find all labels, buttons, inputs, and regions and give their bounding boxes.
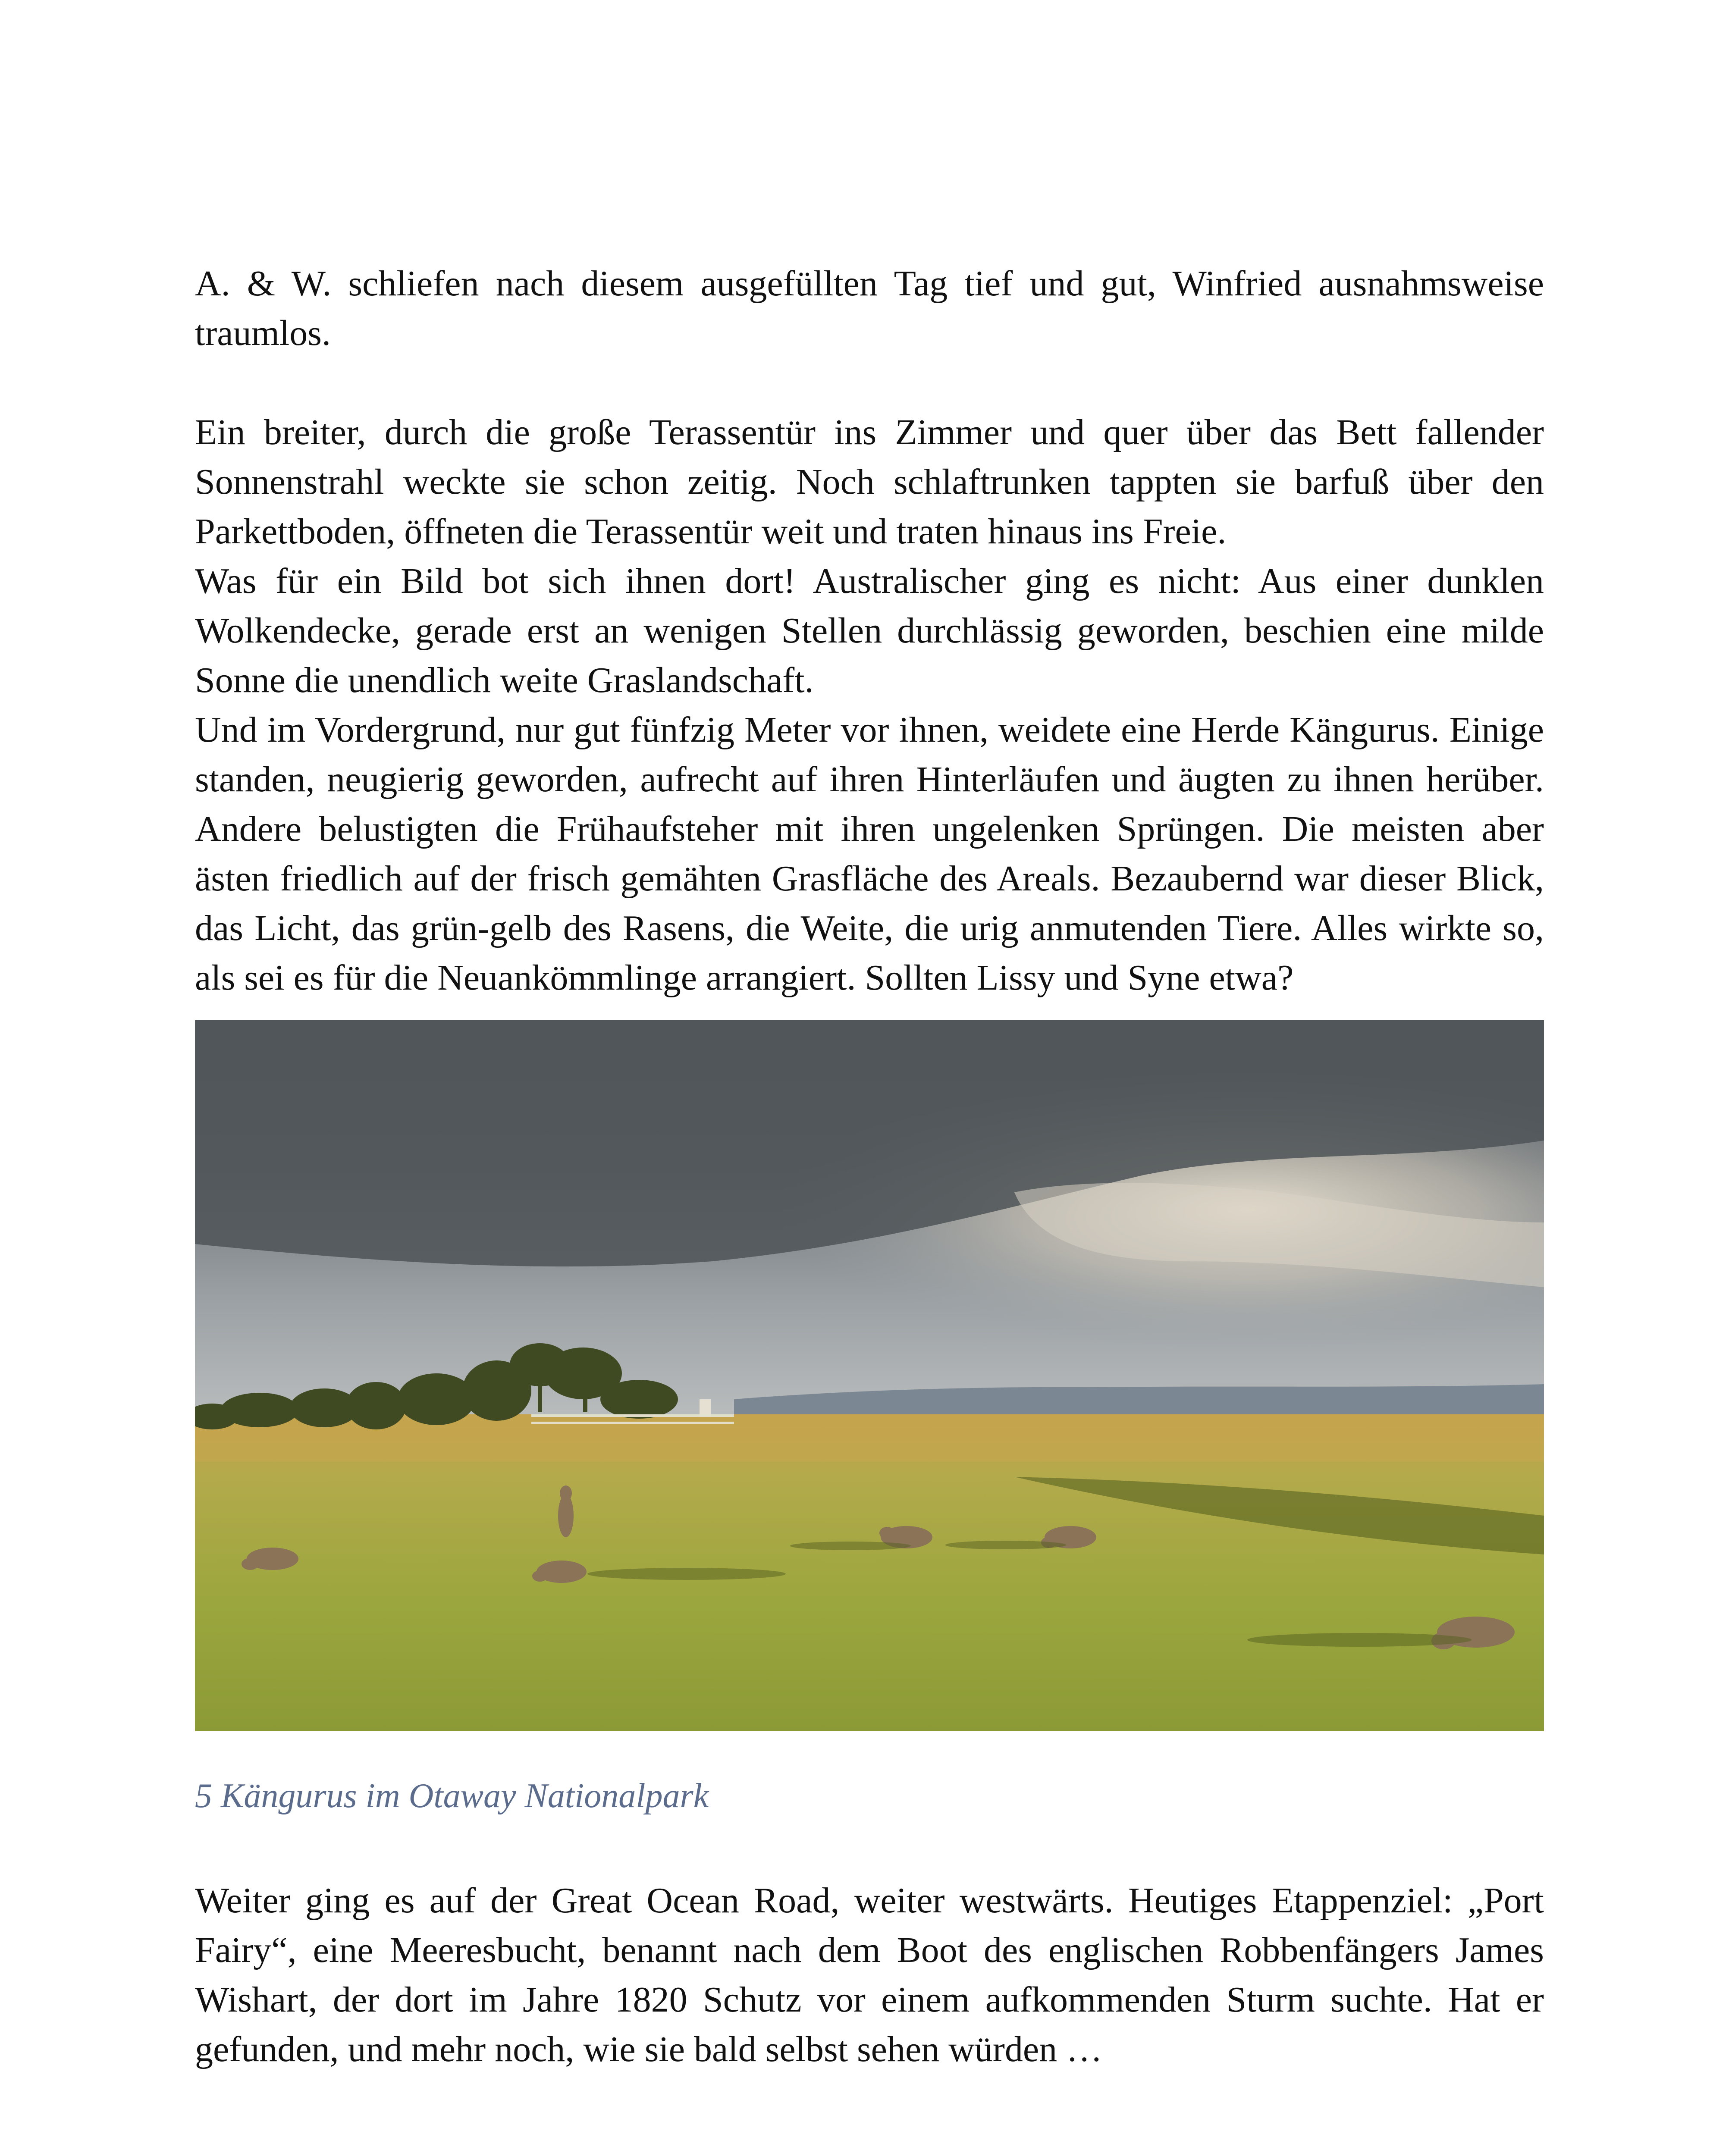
paragraph-great-ocean-road: Weiter ging es auf der Great Ocean Road, weiter westwärts. Heutiges Etappenziel: „Port Fairy“, eine Meeresbucht, benannt nach dem Boot des englischen Robbenfängers James Wishart, der dort im Jahre 1820 Schutz vor einem aufkommenden Sturm suchte. Hat er gefunden, und mehr noch, wie sie bald selbst sehen würden … (195, 1880, 1544, 2069)
document-page (195, 259, 1544, 2074)
paragraph-sunbeam: Ein breiter, durch die große Terassentür ins Zimmer und quer über das Bett fallender Sonnenstrahl weckte sie schon zeitig. Noch schlaftrunken tappten sie barfuß über den Parkettboden, öffneten die Terassentür weit und traten hinaus ins Freie. (195, 412, 1544, 552)
grass-field (195, 1414, 1544, 1731)
kangaroo-2 (558, 1485, 574, 1537)
paragraph-gap (195, 358, 1544, 407)
paragraph-kangaroos: Und im Vordergrund, nur gut fünfzig Meter vor ihnen, weidete eine Herde Kängurus. Einige standen, neugierig geworden, aufrecht auf ihren Hinterläufen und äugten zu ihnen herüber. Andere belustigten die Frühaufsteher mit ihren ungelenken Sprüngen. Die meisten aber ästen friedlich auf der frisch gemähten Grasfläche des Areals. Bezaubernd war dieser Blick, das Licht, das grün-gelb des Rasens, die Weite, die urig anmutenden Tiere. Alles wirkte so, als sei es für die Neuankömmlinge arrangiert. Sollten Lissy und Syne etwa? (195, 710, 1544, 998)
signpost (700, 1399, 711, 1416)
kangaroo-photo (195, 1020, 1544, 1731)
paragraph-view: Was für ein Bild bot sich ihnen dort! Australischer ging es nicht: Aus einer dunklen Wolkendecke, gerade erst an wenigen Stellen durchlässig geworden, beschien eine milde Sonne die unendlich weite Graslandschaft. (195, 561, 1544, 700)
caption-gap (195, 1820, 1544, 1876)
figure-caption: 5 Kängurus im Otaway Nationalpark (195, 1777, 709, 1815)
paragraph-sleep: A. & W. schliefen nach diesem ausgefüllten Tag tief und gut, Winfried ausnahmsweise traumlos. (195, 263, 1544, 353)
